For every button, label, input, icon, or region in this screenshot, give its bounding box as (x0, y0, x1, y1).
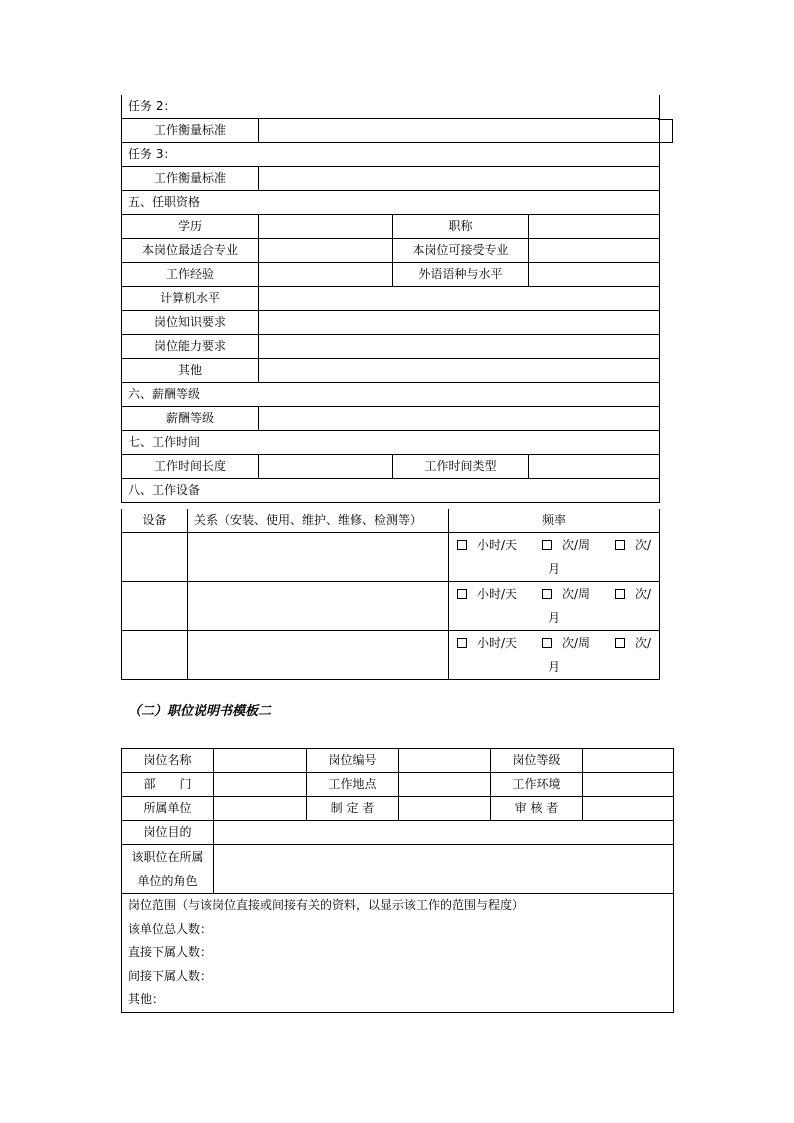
relation-cell[interactable] (188, 533, 449, 582)
position-no-label: 岗位编号 (307, 749, 399, 773)
computer-value-cell[interactable] (259, 287, 660, 311)
freq-option-times-month: 次/ (634, 538, 651, 552)
freq-option-hour-day: 小时/天 (477, 538, 518, 552)
position-no-value-cell[interactable] (399, 749, 491, 773)
checkbox[interactable] (542, 638, 552, 648)
work-hours-type-value-cell[interactable] (529, 455, 660, 479)
experience-label: 工作经验 (122, 263, 259, 287)
table-border-stub (658, 119, 673, 143)
role-label: 该职位在所属单位的角色 (122, 845, 214, 894)
role-value-cell[interactable] (214, 845, 674, 894)
section-heading: 八、工作设备 (122, 479, 660, 503)
unit-label: 所属单位 (122, 797, 214, 821)
checkbox[interactable] (615, 638, 625, 648)
work-location-value-cell[interactable] (399, 773, 491, 797)
work-hours-type-label: 工作时间类型 (393, 455, 529, 479)
knowledge-label: 岗位知识要求 (122, 311, 259, 335)
section-heading: 五、任职资格 (122, 191, 660, 215)
freq-option-hour-day: 小时/天 (477, 587, 518, 601)
knowledge-value-cell[interactable] (259, 311, 660, 335)
total-staff-label: 该单位总人数： (128, 921, 213, 936)
measure-label: 工作衡量标准 (122, 119, 259, 143)
section-heading: 六、薪酬等级 (122, 383, 660, 407)
equipment-header: 设备 (122, 509, 188, 533)
freq-option-times-week: 次/周 (561, 538, 591, 552)
measure-value-cell[interactable] (259, 167, 660, 191)
freq-wrap-text: 月 (547, 562, 560, 576)
title-value-cell[interactable] (529, 215, 660, 239)
best-major-label: 本岗位最适合专业 (122, 239, 259, 263)
purpose-value-cell[interactable] (214, 821, 674, 845)
education-label: 学历 (122, 215, 259, 239)
section-heading: 七、工作时间 (122, 431, 660, 455)
table-row (122, 582, 660, 631)
freq-wrap-text: 月 (547, 611, 560, 625)
acceptable-major-label: 本岗位可接受专业 (393, 239, 529, 263)
unit-value-cell[interactable] (214, 797, 307, 821)
freq-option-times-month: 次/ (634, 636, 651, 650)
department-label: 部 门 (122, 773, 214, 797)
table-row (122, 631, 660, 680)
checkbox[interactable] (542, 589, 552, 599)
others-label: 其他： (128, 992, 165, 1006)
work-environment-value-cell[interactable] (583, 773, 674, 797)
freq-wrap-text: 月 (547, 660, 560, 674)
department-value-cell[interactable] (214, 773, 307, 797)
equipment-table (121, 509, 660, 680)
checkbox[interactable] (542, 540, 552, 550)
purpose-label: 岗位目的 (122, 821, 214, 845)
work-environment-label: 工作环境 (491, 773, 583, 797)
other-label: 其他 (122, 359, 259, 383)
prepared-by-label: 制 定 者 (307, 797, 399, 821)
checkbox[interactable] (457, 589, 467, 599)
equipment-cell[interactable] (122, 582, 188, 631)
section-title: （二）职位说明书模板二 (128, 704, 272, 719)
frequency-header: 频率 (449, 509, 660, 533)
best-major-value-cell[interactable] (259, 239, 393, 263)
acceptable-major-value-cell[interactable] (529, 239, 660, 263)
prepared-by-value-cell[interactable] (399, 797, 491, 821)
table-row (122, 533, 660, 582)
reviewed-by-value-cell[interactable] (583, 797, 674, 821)
frequency-cell (449, 533, 660, 582)
freq-option-hour-day: 小时/天 (477, 636, 518, 650)
relation-header: 关系（安装、使用、维护、维修、检测等） (188, 509, 449, 533)
work-hours-length-label: 工作时间长度 (122, 455, 259, 479)
position-grade-value-cell[interactable] (583, 749, 674, 773)
job-description-table-2 (121, 748, 674, 1013)
foreign-language-label: 外语语种与水平 (393, 263, 529, 287)
frequency-cell (449, 582, 660, 631)
other-value-cell[interactable] (259, 359, 660, 383)
reviewed-by-label: 审 核 者 (491, 797, 583, 821)
position-grade-label: 岗位等级 (491, 749, 583, 773)
position-name-label: 岗位名称 (122, 749, 214, 773)
measure-label: 工作衡量标准 (122, 167, 259, 191)
ability-value-cell[interactable] (259, 335, 660, 359)
education-value-cell[interactable] (259, 215, 393, 239)
relation-cell[interactable] (188, 631, 449, 680)
freq-option-times-month: 次/ (634, 587, 651, 601)
title-label: 职称 (393, 215, 529, 239)
checkbox[interactable] (615, 540, 625, 550)
computer-label: 计算机水平 (122, 287, 259, 311)
checkbox[interactable] (457, 638, 467, 648)
position-name-value-cell[interactable] (214, 749, 307, 773)
foreign-language-value-cell[interactable] (529, 263, 660, 287)
frequency-cell (449, 631, 660, 680)
checkbox[interactable] (457, 540, 467, 550)
task-2-label: 任务 2： (122, 95, 660, 119)
ability-label: 岗位能力要求 (122, 335, 259, 359)
direct-reports-label: 直接下属人数： (128, 945, 213, 959)
job-description-table-1 (121, 95, 660, 503)
task-3-label: 任务 3： (122, 143, 660, 167)
equipment-cell[interactable] (122, 631, 188, 680)
measure-value-cell[interactable] (259, 119, 660, 143)
freq-option-times-week: 次/周 (561, 636, 591, 650)
scope-title: 岗位范围（与该岗位直接或间接有关的资料，以显示该工作的范围与程度） (128, 898, 525, 912)
work-hours-length-value-cell[interactable] (259, 455, 393, 479)
salary-grade-label: 薪酬等级 (122, 407, 259, 431)
indirect-reports-label: 间接下属人数： (128, 968, 213, 983)
salary-grade-value-cell[interactable] (259, 407, 660, 431)
experience-value-cell[interactable] (259, 263, 393, 287)
checkbox[interactable] (615, 589, 625, 599)
work-location-label: 工作地点 (307, 773, 399, 797)
relation-cell[interactable] (188, 582, 449, 631)
freq-option-times-week: 次/周 (561, 587, 591, 601)
scope-cell (122, 894, 674, 1013)
equipment-cell[interactable] (122, 533, 188, 582)
